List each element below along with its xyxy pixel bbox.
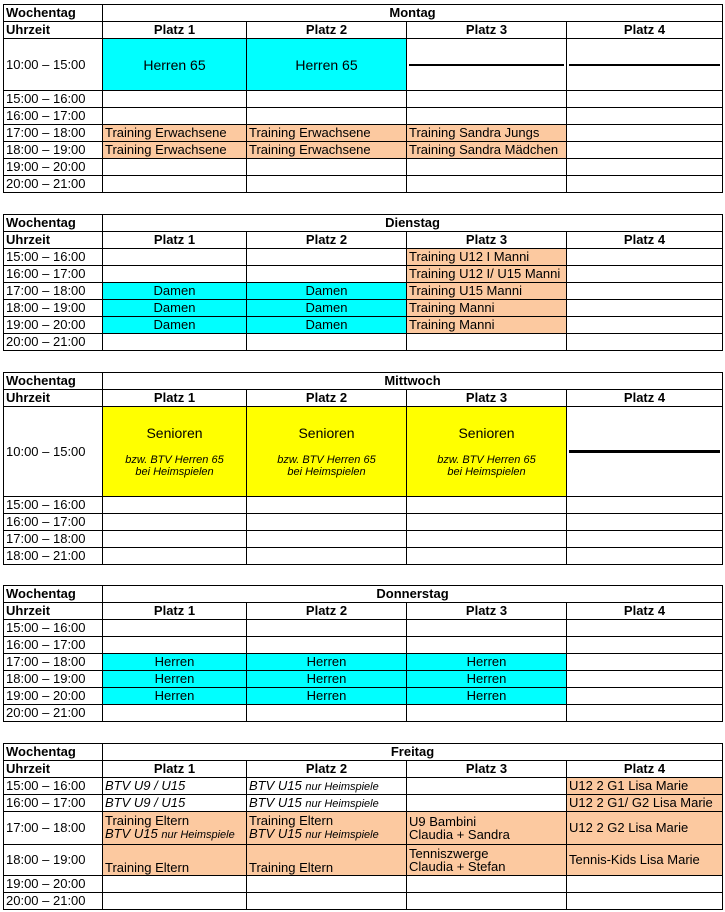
platz-3-header: Platz 3 bbox=[407, 390, 567, 407]
slot-herren65: Herren 65 bbox=[103, 39, 247, 91]
platz-4-header: Platz 4 bbox=[567, 761, 723, 778]
time-cell: 17:00 – 18:00 bbox=[4, 654, 103, 671]
time-cell: 10:00 – 15:00 bbox=[4, 39, 103, 91]
platz-2-header: Platz 2 bbox=[247, 603, 407, 620]
time-cell: 19:00 – 20:00 bbox=[4, 876, 103, 893]
slot-senioren bbox=[247, 407, 407, 497]
day-title: Dienstag bbox=[103, 215, 723, 232]
day-title: Freitag bbox=[103, 744, 723, 761]
time-cell: 19:00 – 20:00 bbox=[4, 317, 103, 334]
senioren-label: Senioren bbox=[458, 424, 515, 441]
platz-2-header: Platz 2 bbox=[247, 22, 407, 39]
mittwoch-table bbox=[3, 372, 723, 565]
platz-1-header: Platz 1 bbox=[103, 761, 247, 778]
time-cell: 20:00 – 21:00 bbox=[4, 176, 103, 193]
btv-note: nur Heimspiele bbox=[305, 829, 379, 841]
time-cell: 16:00 – 17:00 bbox=[4, 637, 103, 654]
time-cell: 16:00 – 17:00 bbox=[4, 108, 103, 125]
btv-label: BTV U15 bbox=[249, 794, 302, 810]
slot-training: Training Sandra Jungs bbox=[407, 125, 567, 142]
platz-4-header: Platz 4 bbox=[567, 232, 723, 249]
slot-btv: BTV U9 / U15 bbox=[103, 795, 247, 812]
slot-tenniszwerge bbox=[407, 845, 567, 876]
slot-damen: Damen bbox=[103, 317, 247, 334]
note-line: bzw. BTV Herren 65 bbox=[437, 453, 536, 466]
time-cell: 19:00 – 20:00 bbox=[4, 688, 103, 705]
slot-herren: Herren bbox=[407, 688, 567, 705]
slot-btv bbox=[247, 795, 407, 812]
slot-training-eltern bbox=[247, 812, 407, 845]
platz-3-header: Platz 3 bbox=[407, 232, 567, 249]
platz-3-header: Platz 3 bbox=[407, 22, 567, 39]
uhrzeit-label: Uhrzeit bbox=[4, 390, 103, 407]
slot-training-eltern bbox=[103, 812, 247, 845]
uhrzeit-label: Uhrzeit bbox=[4, 22, 103, 39]
slot-training: Tennis-Kids Lisa Marie bbox=[567, 845, 723, 876]
btv-label: BTV U15 bbox=[249, 777, 302, 793]
platz-2-header: Platz 2 bbox=[247, 761, 407, 778]
time-cell: 15:00 – 16:00 bbox=[4, 620, 103, 637]
platz-4-header: Platz 4 bbox=[567, 390, 723, 407]
platz-4-header: Platz 4 bbox=[567, 603, 723, 620]
platz-3-header: Platz 3 bbox=[407, 603, 567, 620]
platz-1-header: Platz 1 bbox=[103, 603, 247, 620]
slot-btv bbox=[247, 778, 407, 795]
note-line: bei Heimspielen bbox=[287, 465, 366, 478]
btv-note: nur Heimspiele bbox=[305, 797, 379, 810]
time-cell: 19:00 – 20:00 bbox=[4, 159, 103, 176]
btv-note: nur Heimspiele bbox=[305, 780, 379, 793]
slot-bambini bbox=[407, 812, 567, 845]
slot-damen: Damen bbox=[247, 300, 407, 317]
time-cell: 20:00 – 21:00 bbox=[4, 705, 103, 722]
time-cell: 15:00 – 16:00 bbox=[4, 91, 103, 108]
slot-training-eltern: Training Eltern bbox=[247, 845, 407, 876]
slot-line: Tenniszwerge bbox=[409, 846, 489, 861]
note-line: bei Heimspielen bbox=[135, 465, 214, 478]
slot-damen: Damen bbox=[247, 317, 407, 334]
slot-training: Training Erwachsene bbox=[103, 125, 247, 142]
time-cell: 20:00 – 21:00 bbox=[4, 334, 103, 351]
platz-4-header: Platz 4 bbox=[567, 22, 723, 39]
slot-senioren bbox=[407, 407, 567, 497]
uhrzeit-label: Uhrzeit bbox=[4, 603, 103, 620]
time-cell: 18:00 – 19:00 bbox=[4, 671, 103, 688]
slot-damen: Damen bbox=[247, 283, 407, 300]
time-cell: 16:00 – 17:00 bbox=[4, 514, 103, 531]
time-cell: 18:00 – 19:00 bbox=[4, 300, 103, 317]
slot-training: Training Sandra Mädchen bbox=[407, 142, 567, 159]
slot-line: U9 Bambini bbox=[409, 814, 477, 829]
day-title: Mittwoch bbox=[103, 373, 723, 390]
senioren-label: Senioren bbox=[146, 424, 203, 441]
uhrzeit-label: Uhrzeit bbox=[4, 761, 103, 778]
wochentag-label: Wochentag bbox=[4, 5, 103, 22]
note-line: bei Heimspielen bbox=[447, 465, 526, 478]
platz-3-header: Platz 3 bbox=[407, 761, 567, 778]
senioren-label: Senioren bbox=[298, 424, 355, 441]
btv-label: BTV U15 bbox=[105, 826, 158, 841]
time-cell: 10:00 – 15:00 bbox=[4, 407, 103, 497]
time-cell: 17:00 – 18:00 bbox=[4, 283, 103, 300]
note-line: bzw. BTV Herren 65 bbox=[277, 453, 376, 466]
slot-training: Training Erwachsene bbox=[247, 125, 407, 142]
slot-line: Claudia + Sandra bbox=[409, 827, 510, 842]
platz-1-header: Platz 1 bbox=[103, 232, 247, 249]
slot-herren: Herren bbox=[247, 654, 407, 671]
btv-label: BTV U15 bbox=[249, 826, 302, 841]
time-cell: 15:00 – 16:00 bbox=[4, 249, 103, 266]
slot-training: Training Manni bbox=[407, 317, 567, 334]
slot-training: Training Erwachsene bbox=[247, 142, 407, 159]
slot-damen: Damen bbox=[103, 283, 247, 300]
time-cell: 18:00 – 19:00 bbox=[4, 142, 103, 159]
slot-line: Training Eltern bbox=[105, 813, 190, 828]
freitag-table bbox=[3, 743, 723, 910]
slot-empty bbox=[567, 407, 723, 497]
slot-senioren bbox=[103, 407, 247, 497]
slot-damen: Damen bbox=[103, 300, 247, 317]
time-cell: 18:00 – 21:00 bbox=[4, 548, 103, 565]
time-cell: 18:00 – 19:00 bbox=[4, 845, 103, 876]
uhrzeit-label: Uhrzeit bbox=[4, 232, 103, 249]
dienstag-table bbox=[3, 214, 723, 351]
slot-training: U12 2 G1 Lisa Marie bbox=[567, 778, 723, 795]
slot-empty bbox=[567, 39, 723, 91]
time-cell: 17:00 – 18:00 bbox=[4, 531, 103, 548]
slot-herren: Herren bbox=[247, 688, 407, 705]
slot-training: U12 2 G2 Lisa Marie bbox=[567, 812, 723, 845]
slot-herren: Herren bbox=[103, 671, 247, 688]
time-cell: 17:00 – 18:00 bbox=[4, 812, 103, 845]
donnerstag-table bbox=[3, 585, 723, 722]
slot-herren: Herren bbox=[103, 688, 247, 705]
slot-training: Training Manni bbox=[407, 300, 567, 317]
montag-table bbox=[3, 4, 723, 193]
day-title: Montag bbox=[103, 5, 723, 22]
time-cell: 16:00 – 17:00 bbox=[4, 795, 103, 812]
time-cell: 16:00 – 17:00 bbox=[4, 266, 103, 283]
slot-herren: Herren bbox=[407, 671, 567, 688]
slot-line: Claudia + Stefan bbox=[409, 859, 506, 874]
slot-herren65: Herren 65 bbox=[247, 39, 407, 91]
btv-note: nur Heimspiele bbox=[161, 829, 235, 841]
platz-2-header: Platz 2 bbox=[247, 390, 407, 407]
slot-empty bbox=[407, 39, 567, 91]
slot-training: Training Erwachsene bbox=[103, 142, 247, 159]
platz-2-header: Platz 2 bbox=[247, 232, 407, 249]
time-cell: 15:00 – 16:00 bbox=[4, 497, 103, 514]
wochentag-label: Wochentag bbox=[4, 373, 103, 390]
slot-training-eltern: Training Eltern bbox=[103, 845, 247, 876]
note-line: bzw. BTV Herren 65 bbox=[125, 453, 224, 466]
time-cell: 15:00 – 16:00 bbox=[4, 778, 103, 795]
slot-herren: Herren bbox=[247, 671, 407, 688]
day-title: Donnerstag bbox=[103, 586, 723, 603]
slot-training: Training U15 Manni bbox=[407, 283, 567, 300]
time-cell: 20:00 – 21:00 bbox=[4, 893, 103, 910]
slot-herren: Herren bbox=[103, 654, 247, 671]
wochentag-label: Wochentag bbox=[4, 586, 103, 603]
slot-training: Training U12 I Manni bbox=[407, 249, 567, 266]
platz-1-header: Platz 1 bbox=[103, 390, 247, 407]
wochentag-label: Wochentag bbox=[4, 215, 103, 232]
slot-training: Training U12 I/ U15 Manni bbox=[407, 266, 567, 283]
platz-1-header: Platz 1 bbox=[103, 22, 247, 39]
slot-line: Training Eltern bbox=[249, 813, 334, 828]
slot-btv: BTV U9 / U15 bbox=[103, 778, 247, 795]
wochentag-label: Wochentag bbox=[4, 744, 103, 761]
time-cell: 17:00 – 18:00 bbox=[4, 125, 103, 142]
slot-training: U12 2 G1/ G2 Lisa Marie bbox=[567, 795, 723, 812]
slot-herren: Herren bbox=[407, 654, 567, 671]
